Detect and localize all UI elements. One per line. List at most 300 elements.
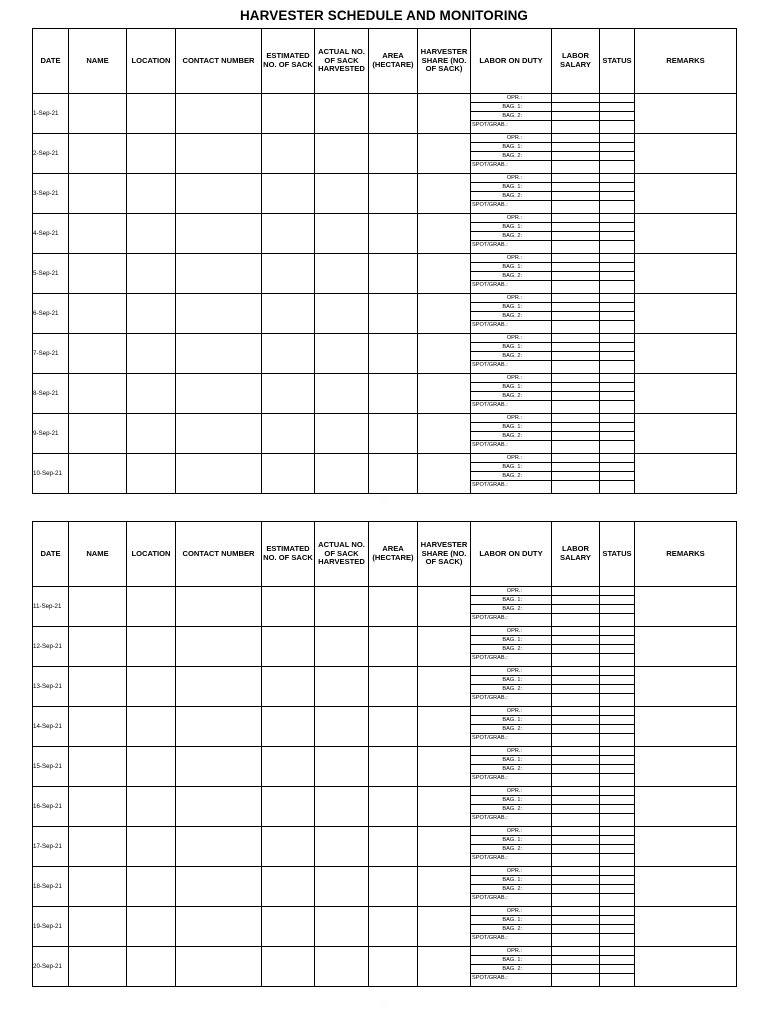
status-subcell[interactable] xyxy=(600,183,634,192)
contact-number-cell[interactable] xyxy=(176,867,262,907)
labor-salary-subcell[interactable] xyxy=(552,374,599,383)
labor-salary-subcell[interactable] xyxy=(552,934,599,943)
area-cell[interactable] xyxy=(369,134,418,174)
area-cell[interactable] xyxy=(369,334,418,374)
estimated-sacks-cell[interactable] xyxy=(262,867,315,907)
labor-salary-cell[interactable] xyxy=(552,454,600,494)
status-subcell[interactable] xyxy=(600,214,634,223)
labor-salary-subcell[interactable] xyxy=(552,845,599,854)
status-subcell[interactable] xyxy=(600,361,634,370)
status-cell[interactable] xyxy=(600,787,635,827)
harvester-share-cell[interactable] xyxy=(418,134,471,174)
status-subcell[interactable] xyxy=(600,756,634,765)
status-cell[interactable] xyxy=(600,627,635,667)
contact-number-cell[interactable] xyxy=(176,94,262,134)
harvester-share-cell[interactable] xyxy=(418,707,471,747)
status-subcell[interactable] xyxy=(600,432,634,441)
estimated-sacks-cell[interactable] xyxy=(262,134,315,174)
status-subcell[interactable] xyxy=(600,281,634,290)
actual-sacks-cell[interactable] xyxy=(315,134,369,174)
status-cell[interactable] xyxy=(600,134,635,174)
status-cell[interactable] xyxy=(600,174,635,214)
actual-sacks-cell[interactable] xyxy=(315,94,369,134)
labor-salary-subcell[interactable] xyxy=(552,254,599,263)
location-cell[interactable] xyxy=(127,907,176,947)
actual-sacks-cell[interactable] xyxy=(315,334,369,374)
status-cell[interactable] xyxy=(600,867,635,907)
status-subcell[interactable] xyxy=(600,907,634,916)
status-subcell[interactable] xyxy=(600,294,634,303)
labor-salary-subcell[interactable] xyxy=(552,894,599,903)
remarks-cell[interactable] xyxy=(635,94,737,134)
location-cell[interactable] xyxy=(127,867,176,907)
contact-number-cell[interactable] xyxy=(176,294,262,334)
estimated-sacks-cell[interactable] xyxy=(262,667,315,707)
labor-salary-cell[interactable] xyxy=(552,214,600,254)
remarks-cell[interactable] xyxy=(635,907,737,947)
labor-salary-cell[interactable] xyxy=(552,747,600,787)
labor-salary-subcell[interactable] xyxy=(552,303,599,312)
status-subcell[interactable] xyxy=(600,596,634,605)
labor-salary-subcell[interactable] xyxy=(552,756,599,765)
labor-salary-cell[interactable] xyxy=(552,174,600,214)
status-subcell[interactable] xyxy=(600,321,634,330)
labor-on-duty-cell[interactable] xyxy=(471,827,552,867)
labor-salary-subcell[interactable] xyxy=(552,223,599,232)
area-cell[interactable] xyxy=(369,827,418,867)
labor-salary-subcell[interactable] xyxy=(552,747,599,756)
status-subcell[interactable] xyxy=(600,192,634,201)
status-subcell[interactable] xyxy=(600,636,634,645)
status-subcell[interactable] xyxy=(600,867,634,876)
status-subcell[interactable] xyxy=(600,152,634,161)
status-subcell[interactable] xyxy=(600,134,634,143)
remarks-cell[interactable] xyxy=(635,787,737,827)
status-subcell[interactable] xyxy=(600,796,634,805)
status-subcell[interactable] xyxy=(600,836,634,845)
labor-salary-cell[interactable] xyxy=(552,707,600,747)
harvester-share-cell[interactable] xyxy=(418,667,471,707)
labor-salary-subcell[interactable] xyxy=(552,836,599,845)
location-cell[interactable] xyxy=(127,334,176,374)
status-cell[interactable] xyxy=(600,414,635,454)
estimated-sacks-cell[interactable] xyxy=(262,94,315,134)
location-cell[interactable] xyxy=(127,707,176,747)
location-cell[interactable] xyxy=(127,414,176,454)
contact-number-cell[interactable] xyxy=(176,334,262,374)
name-cell[interactable] xyxy=(69,254,127,294)
remarks-cell[interactable] xyxy=(635,947,737,987)
area-cell[interactable] xyxy=(369,587,418,627)
labor-salary-subcell[interactable] xyxy=(552,916,599,925)
actual-sacks-cell[interactable] xyxy=(315,667,369,707)
status-subcell[interactable] xyxy=(600,747,634,756)
labor-on-duty-cell[interactable] xyxy=(471,414,552,454)
labor-salary-subcell[interactable] xyxy=(552,432,599,441)
labor-salary-subcell[interactable] xyxy=(552,734,599,743)
labor-salary-cell[interactable] xyxy=(552,294,600,334)
location-cell[interactable] xyxy=(127,254,176,294)
contact-number-cell[interactable] xyxy=(176,214,262,254)
remarks-cell[interactable] xyxy=(635,827,737,867)
labor-on-duty-cell[interactable] xyxy=(471,214,552,254)
status-subcell[interactable] xyxy=(600,241,634,250)
labor-on-duty-cell[interactable] xyxy=(471,454,552,494)
name-cell[interactable] xyxy=(69,294,127,334)
labor-salary-subcell[interactable] xyxy=(552,974,599,983)
status-subcell[interactable] xyxy=(600,401,634,410)
estimated-sacks-cell[interactable] xyxy=(262,827,315,867)
harvester-share-cell[interactable] xyxy=(418,747,471,787)
labor-salary-cell[interactable] xyxy=(552,867,600,907)
name-cell[interactable] xyxy=(69,747,127,787)
status-subcell[interactable] xyxy=(600,272,634,281)
labor-salary-subcell[interactable] xyxy=(552,343,599,352)
location-cell[interactable] xyxy=(127,94,176,134)
harvester-share-cell[interactable] xyxy=(418,627,471,667)
status-subcell[interactable] xyxy=(600,707,634,716)
status-subcell[interactable] xyxy=(600,94,634,103)
harvester-share-cell[interactable] xyxy=(418,94,471,134)
labor-on-duty-cell[interactable] xyxy=(471,707,552,747)
location-cell[interactable] xyxy=(127,134,176,174)
remarks-cell[interactable] xyxy=(635,627,737,667)
status-subcell[interactable] xyxy=(600,352,634,361)
labor-salary-subcell[interactable] xyxy=(552,312,599,321)
labor-salary-subcell[interactable] xyxy=(552,281,599,290)
labor-salary-subcell[interactable] xyxy=(552,947,599,956)
area-cell[interactable] xyxy=(369,627,418,667)
harvester-share-cell[interactable] xyxy=(418,334,471,374)
area-cell[interactable] xyxy=(369,174,418,214)
status-subcell[interactable] xyxy=(600,694,634,703)
actual-sacks-cell[interactable] xyxy=(315,587,369,627)
status-subcell[interactable] xyxy=(600,334,634,343)
name-cell[interactable] xyxy=(69,667,127,707)
harvester-share-cell[interactable] xyxy=(418,374,471,414)
labor-on-duty-cell[interactable] xyxy=(471,334,552,374)
status-subcell[interactable] xyxy=(600,947,634,956)
status-subcell[interactable] xyxy=(600,725,634,734)
status-subcell[interactable] xyxy=(600,605,634,614)
contact-number-cell[interactable] xyxy=(176,907,262,947)
status-subcell[interactable] xyxy=(600,814,634,823)
actual-sacks-cell[interactable] xyxy=(315,294,369,334)
estimated-sacks-cell[interactable] xyxy=(262,627,315,667)
contact-number-cell[interactable] xyxy=(176,787,262,827)
status-subcell[interactable] xyxy=(600,121,634,130)
labor-salary-subcell[interactable] xyxy=(552,796,599,805)
actual-sacks-cell[interactable] xyxy=(315,627,369,667)
labor-salary-subcell[interactable] xyxy=(552,805,599,814)
status-subcell[interactable] xyxy=(600,343,634,352)
labor-on-duty-cell[interactable] xyxy=(471,747,552,787)
remarks-cell[interactable] xyxy=(635,374,737,414)
status-subcell[interactable] xyxy=(600,787,634,796)
actual-sacks-cell[interactable] xyxy=(315,454,369,494)
labor-salary-subcell[interactable] xyxy=(552,907,599,916)
area-cell[interactable] xyxy=(369,667,418,707)
status-subcell[interactable] xyxy=(600,667,634,676)
status-subcell[interactable] xyxy=(600,765,634,774)
status-cell[interactable] xyxy=(600,454,635,494)
labor-salary-subcell[interactable] xyxy=(552,787,599,796)
remarks-cell[interactable] xyxy=(635,454,737,494)
name-cell[interactable] xyxy=(69,94,127,134)
labor-salary-cell[interactable] xyxy=(552,827,600,867)
status-subcell[interactable] xyxy=(600,627,634,636)
harvester-share-cell[interactable] xyxy=(418,414,471,454)
contact-number-cell[interactable] xyxy=(176,827,262,867)
status-subcell[interactable] xyxy=(600,454,634,463)
status-subcell[interactable] xyxy=(600,916,634,925)
actual-sacks-cell[interactable] xyxy=(315,254,369,294)
area-cell[interactable] xyxy=(369,454,418,494)
name-cell[interactable] xyxy=(69,174,127,214)
name-cell[interactable] xyxy=(69,627,127,667)
harvester-share-cell[interactable] xyxy=(418,587,471,627)
status-cell[interactable] xyxy=(600,334,635,374)
labor-salary-cell[interactable] xyxy=(552,414,600,454)
estimated-sacks-cell[interactable] xyxy=(262,294,315,334)
status-subcell[interactable] xyxy=(600,374,634,383)
status-subcell[interactable] xyxy=(600,845,634,854)
status-subcell[interactable] xyxy=(600,223,634,232)
actual-sacks-cell[interactable] xyxy=(315,214,369,254)
location-cell[interactable] xyxy=(127,294,176,334)
area-cell[interactable] xyxy=(369,414,418,454)
actual-sacks-cell[interactable] xyxy=(315,414,369,454)
location-cell[interactable] xyxy=(127,174,176,214)
labor-salary-subcell[interactable] xyxy=(552,352,599,361)
remarks-cell[interactable] xyxy=(635,867,737,907)
contact-number-cell[interactable] xyxy=(176,174,262,214)
labor-salary-subcell[interactable] xyxy=(552,214,599,223)
status-subcell[interactable] xyxy=(600,685,634,694)
harvester-share-cell[interactable] xyxy=(418,174,471,214)
location-cell[interactable] xyxy=(127,787,176,827)
status-subcell[interactable] xyxy=(600,965,634,974)
area-cell[interactable] xyxy=(369,254,418,294)
area-cell[interactable] xyxy=(369,214,418,254)
status-subcell[interactable] xyxy=(600,885,634,894)
status-cell[interactable] xyxy=(600,947,635,987)
status-cell[interactable] xyxy=(600,707,635,747)
labor-salary-subcell[interactable] xyxy=(552,112,599,121)
actual-sacks-cell[interactable] xyxy=(315,747,369,787)
area-cell[interactable] xyxy=(369,747,418,787)
labor-salary-subcell[interactable] xyxy=(552,94,599,103)
labor-salary-subcell[interactable] xyxy=(552,241,599,250)
labor-salary-subcell[interactable] xyxy=(552,272,599,281)
status-subcell[interactable] xyxy=(600,774,634,783)
labor-salary-subcell[interactable] xyxy=(552,441,599,450)
harvester-share-cell[interactable] xyxy=(418,787,471,827)
labor-on-duty-cell[interactable] xyxy=(471,947,552,987)
estimated-sacks-cell[interactable] xyxy=(262,334,315,374)
labor-salary-subcell[interactable] xyxy=(552,765,599,774)
contact-number-cell[interactable] xyxy=(176,374,262,414)
labor-salary-cell[interactable] xyxy=(552,134,600,174)
area-cell[interactable] xyxy=(369,867,418,907)
name-cell[interactable] xyxy=(69,414,127,454)
status-subcell[interactable] xyxy=(600,201,634,210)
labor-salary-cell[interactable] xyxy=(552,254,600,294)
labor-salary-cell[interactable] xyxy=(552,947,600,987)
labor-on-duty-cell[interactable] xyxy=(471,294,552,334)
estimated-sacks-cell[interactable] xyxy=(262,587,315,627)
labor-on-duty-cell[interactable] xyxy=(471,627,552,667)
labor-salary-subcell[interactable] xyxy=(552,143,599,152)
labor-on-duty-cell[interactable] xyxy=(471,867,552,907)
remarks-cell[interactable] xyxy=(635,334,737,374)
status-subcell[interactable] xyxy=(600,143,634,152)
name-cell[interactable] xyxy=(69,907,127,947)
labor-salary-subcell[interactable] xyxy=(552,956,599,965)
labor-on-duty-cell[interactable] xyxy=(471,587,552,627)
status-cell[interactable] xyxy=(600,294,635,334)
labor-salary-subcell[interactable] xyxy=(552,121,599,130)
labor-salary-subcell[interactable] xyxy=(552,414,599,423)
labor-salary-subcell[interactable] xyxy=(552,263,599,272)
labor-salary-subcell[interactable] xyxy=(552,134,599,143)
labor-salary-subcell[interactable] xyxy=(552,685,599,694)
actual-sacks-cell[interactable] xyxy=(315,827,369,867)
labor-salary-subcell[interactable] xyxy=(552,587,599,596)
location-cell[interactable] xyxy=(127,667,176,707)
status-subcell[interactable] xyxy=(600,423,634,432)
name-cell[interactable] xyxy=(69,214,127,254)
status-subcell[interactable] xyxy=(600,312,634,321)
status-subcell[interactable] xyxy=(600,263,634,272)
area-cell[interactable] xyxy=(369,294,418,334)
labor-on-duty-cell[interactable] xyxy=(471,134,552,174)
status-subcell[interactable] xyxy=(600,654,634,663)
labor-salary-cell[interactable] xyxy=(552,787,600,827)
status-cell[interactable] xyxy=(600,94,635,134)
estimated-sacks-cell[interactable] xyxy=(262,454,315,494)
status-cell[interactable] xyxy=(600,254,635,294)
status-subcell[interactable] xyxy=(600,925,634,934)
location-cell[interactable] xyxy=(127,454,176,494)
area-cell[interactable] xyxy=(369,707,418,747)
labor-salary-subcell[interactable] xyxy=(552,401,599,410)
status-cell[interactable] xyxy=(600,907,635,947)
labor-salary-subcell[interactable] xyxy=(552,676,599,685)
area-cell[interactable] xyxy=(369,787,418,827)
status-subcell[interactable] xyxy=(600,894,634,903)
harvester-share-cell[interactable] xyxy=(418,454,471,494)
status-subcell[interactable] xyxy=(600,876,634,885)
contact-number-cell[interactable] xyxy=(176,707,262,747)
labor-salary-subcell[interactable] xyxy=(552,645,599,654)
actual-sacks-cell[interactable] xyxy=(315,174,369,214)
status-subcell[interactable] xyxy=(600,587,634,596)
remarks-cell[interactable] xyxy=(635,134,737,174)
labor-salary-cell[interactable] xyxy=(552,94,600,134)
location-cell[interactable] xyxy=(127,374,176,414)
labor-salary-subcell[interactable] xyxy=(552,814,599,823)
status-cell[interactable] xyxy=(600,827,635,867)
estimated-sacks-cell[interactable] xyxy=(262,254,315,294)
labor-salary-subcell[interactable] xyxy=(552,103,599,112)
status-subcell[interactable] xyxy=(600,734,634,743)
labor-salary-subcell[interactable] xyxy=(552,725,599,734)
status-subcell[interactable] xyxy=(600,392,634,401)
status-subcell[interactable] xyxy=(600,174,634,183)
labor-salary-subcell[interactable] xyxy=(552,867,599,876)
status-cell[interactable] xyxy=(600,374,635,414)
labor-salary-subcell[interactable] xyxy=(552,161,599,170)
area-cell[interactable] xyxy=(369,374,418,414)
remarks-cell[interactable] xyxy=(635,214,737,254)
labor-salary-subcell[interactable] xyxy=(552,321,599,330)
status-subcell[interactable] xyxy=(600,614,634,623)
harvester-share-cell[interactable] xyxy=(418,827,471,867)
harvester-share-cell[interactable] xyxy=(418,214,471,254)
name-cell[interactable] xyxy=(69,827,127,867)
name-cell[interactable] xyxy=(69,707,127,747)
name-cell[interactable] xyxy=(69,867,127,907)
name-cell[interactable] xyxy=(69,587,127,627)
labor-salary-subcell[interactable] xyxy=(552,174,599,183)
status-cell[interactable] xyxy=(600,587,635,627)
contact-number-cell[interactable] xyxy=(176,627,262,667)
labor-salary-subcell[interactable] xyxy=(552,463,599,472)
labor-salary-subcell[interactable] xyxy=(552,854,599,863)
remarks-cell[interactable] xyxy=(635,747,737,787)
area-cell[interactable] xyxy=(369,947,418,987)
labor-on-duty-cell[interactable] xyxy=(471,174,552,214)
labor-on-duty-cell[interactable] xyxy=(471,667,552,707)
labor-salary-subcell[interactable] xyxy=(552,667,599,676)
labor-salary-cell[interactable] xyxy=(552,667,600,707)
labor-on-duty-cell[interactable] xyxy=(471,254,552,294)
contact-number-cell[interactable] xyxy=(176,134,262,174)
harvester-share-cell[interactable] xyxy=(418,294,471,334)
estimated-sacks-cell[interactable] xyxy=(262,174,315,214)
labor-salary-subcell[interactable] xyxy=(552,192,599,201)
status-subcell[interactable] xyxy=(600,383,634,392)
labor-salary-subcell[interactable] xyxy=(552,627,599,636)
remarks-cell[interactable] xyxy=(635,707,737,747)
status-subcell[interactable] xyxy=(600,481,634,490)
labor-salary-subcell[interactable] xyxy=(552,383,599,392)
status-subcell[interactable] xyxy=(600,441,634,450)
labor-salary-subcell[interactable] xyxy=(552,716,599,725)
name-cell[interactable] xyxy=(69,334,127,374)
labor-salary-subcell[interactable] xyxy=(552,472,599,481)
estimated-sacks-cell[interactable] xyxy=(262,787,315,827)
actual-sacks-cell[interactable] xyxy=(315,867,369,907)
contact-number-cell[interactable] xyxy=(176,747,262,787)
labor-salary-subcell[interactable] xyxy=(552,925,599,934)
labor-salary-subcell[interactable] xyxy=(552,774,599,783)
status-subcell[interactable] xyxy=(600,974,634,983)
location-cell[interactable] xyxy=(127,214,176,254)
status-subcell[interactable] xyxy=(600,103,634,112)
name-cell[interactable] xyxy=(69,947,127,987)
actual-sacks-cell[interactable] xyxy=(315,907,369,947)
labor-salary-subcell[interactable] xyxy=(552,454,599,463)
remarks-cell[interactable] xyxy=(635,587,737,627)
area-cell[interactable] xyxy=(369,94,418,134)
labor-salary-cell[interactable] xyxy=(552,627,600,667)
name-cell[interactable] xyxy=(69,374,127,414)
status-subcell[interactable] xyxy=(600,956,634,965)
labor-salary-cell[interactable] xyxy=(552,587,600,627)
actual-sacks-cell[interactable] xyxy=(315,707,369,747)
